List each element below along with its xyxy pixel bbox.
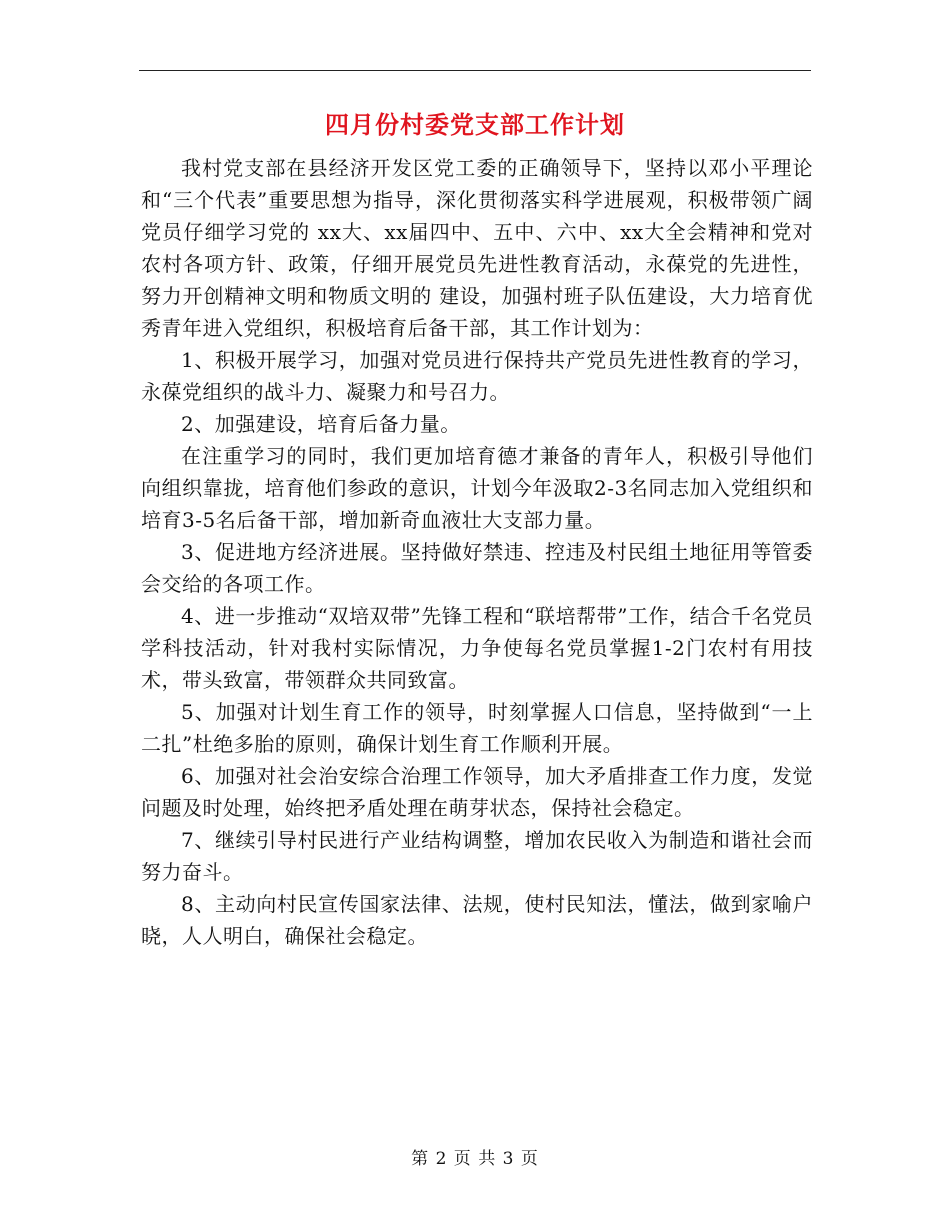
paragraph-item-2-detail: 在注重学习的同时，我们更加培育德才兼备的青年人，积极引导他们向组织靠拢，培育他们参政的意识，计划今年汲取2-3名同志加入党组织和培育3-5名后备干部，增加新奇血液壮大支部力量。 [141, 444, 813, 532]
paragraph-item-3: 3、促进地方经济进展。坚持做好禁违、控违及村民组土地征用等管委会交给的各项工作。 [141, 540, 813, 596]
header-rule [139, 70, 811, 71]
paragraph-item-7: 7、继续引导村民进行产业结构调整，增加农民收入为制造和谐社会而努力奋斗。 [141, 828, 813, 884]
paragraph-item-4: 4、进一步推动“双培双带”先锋工程和“联培帮带”工作，结合千名党员学科技活动，针对我村实际情况，力争使每名党员掌握1-2门农村有用技术，带头致富，带领群众共同致富。 [141, 604, 813, 692]
document-body [141, 152, 813, 952]
document-title: 四月份村委党支部工作计划 [325, 110, 625, 139]
paragraph-item-6: 6、加强对社会治安综合治理工作领导，加大矛盾排查工作力度，发觉问题及时处理，始终把矛盾处理在萌芽状态，保持社会稳定。 [141, 764, 813, 820]
paragraph-item-1: 1、积极开展学习，加强对党员进行保持共产党员先进性教育的学习，永葆党组织的战斗力、凝聚力和号召力。 [141, 348, 813, 404]
paragraph-intro: 我村党支部在县经济开发区党工委的正确领导下，坚持以邓小平理论和“三个代表”重要思想为指导，深化贯彻落实科学进展观，积极带领广阔党员仔细学习党的 xx大、xx届四中、五中、六中、xx大全会精神和党对农村各项方针、政策，仔细开展党员先进性教育活动，永葆党的先进性，努力开创精神文明和物质文明的 建设，加强村班子队伍建设，大力培育优秀青年进入党组织，积极培育后备干部，其工作计划为： [141, 156, 813, 340]
paragraph-item-2: 2、加强建设，培育后备力量。 [181, 412, 461, 436]
paragraph-item-5: 5、加强对计划生育工作的领导，时刻掌握人口信息，坚持做到“一上二扎”杜绝多胎的原则，确保计划生育工作顺利开展。 [141, 700, 813, 756]
paragraph-item-8: 8、主动向村民宣传国家法律、法规，使村民知法，懂法，做到家喻户晓，人人明白，确保社会稳定。 [141, 892, 813, 948]
page-number: 第 2 页 共 3 页 [411, 1149, 539, 1169]
